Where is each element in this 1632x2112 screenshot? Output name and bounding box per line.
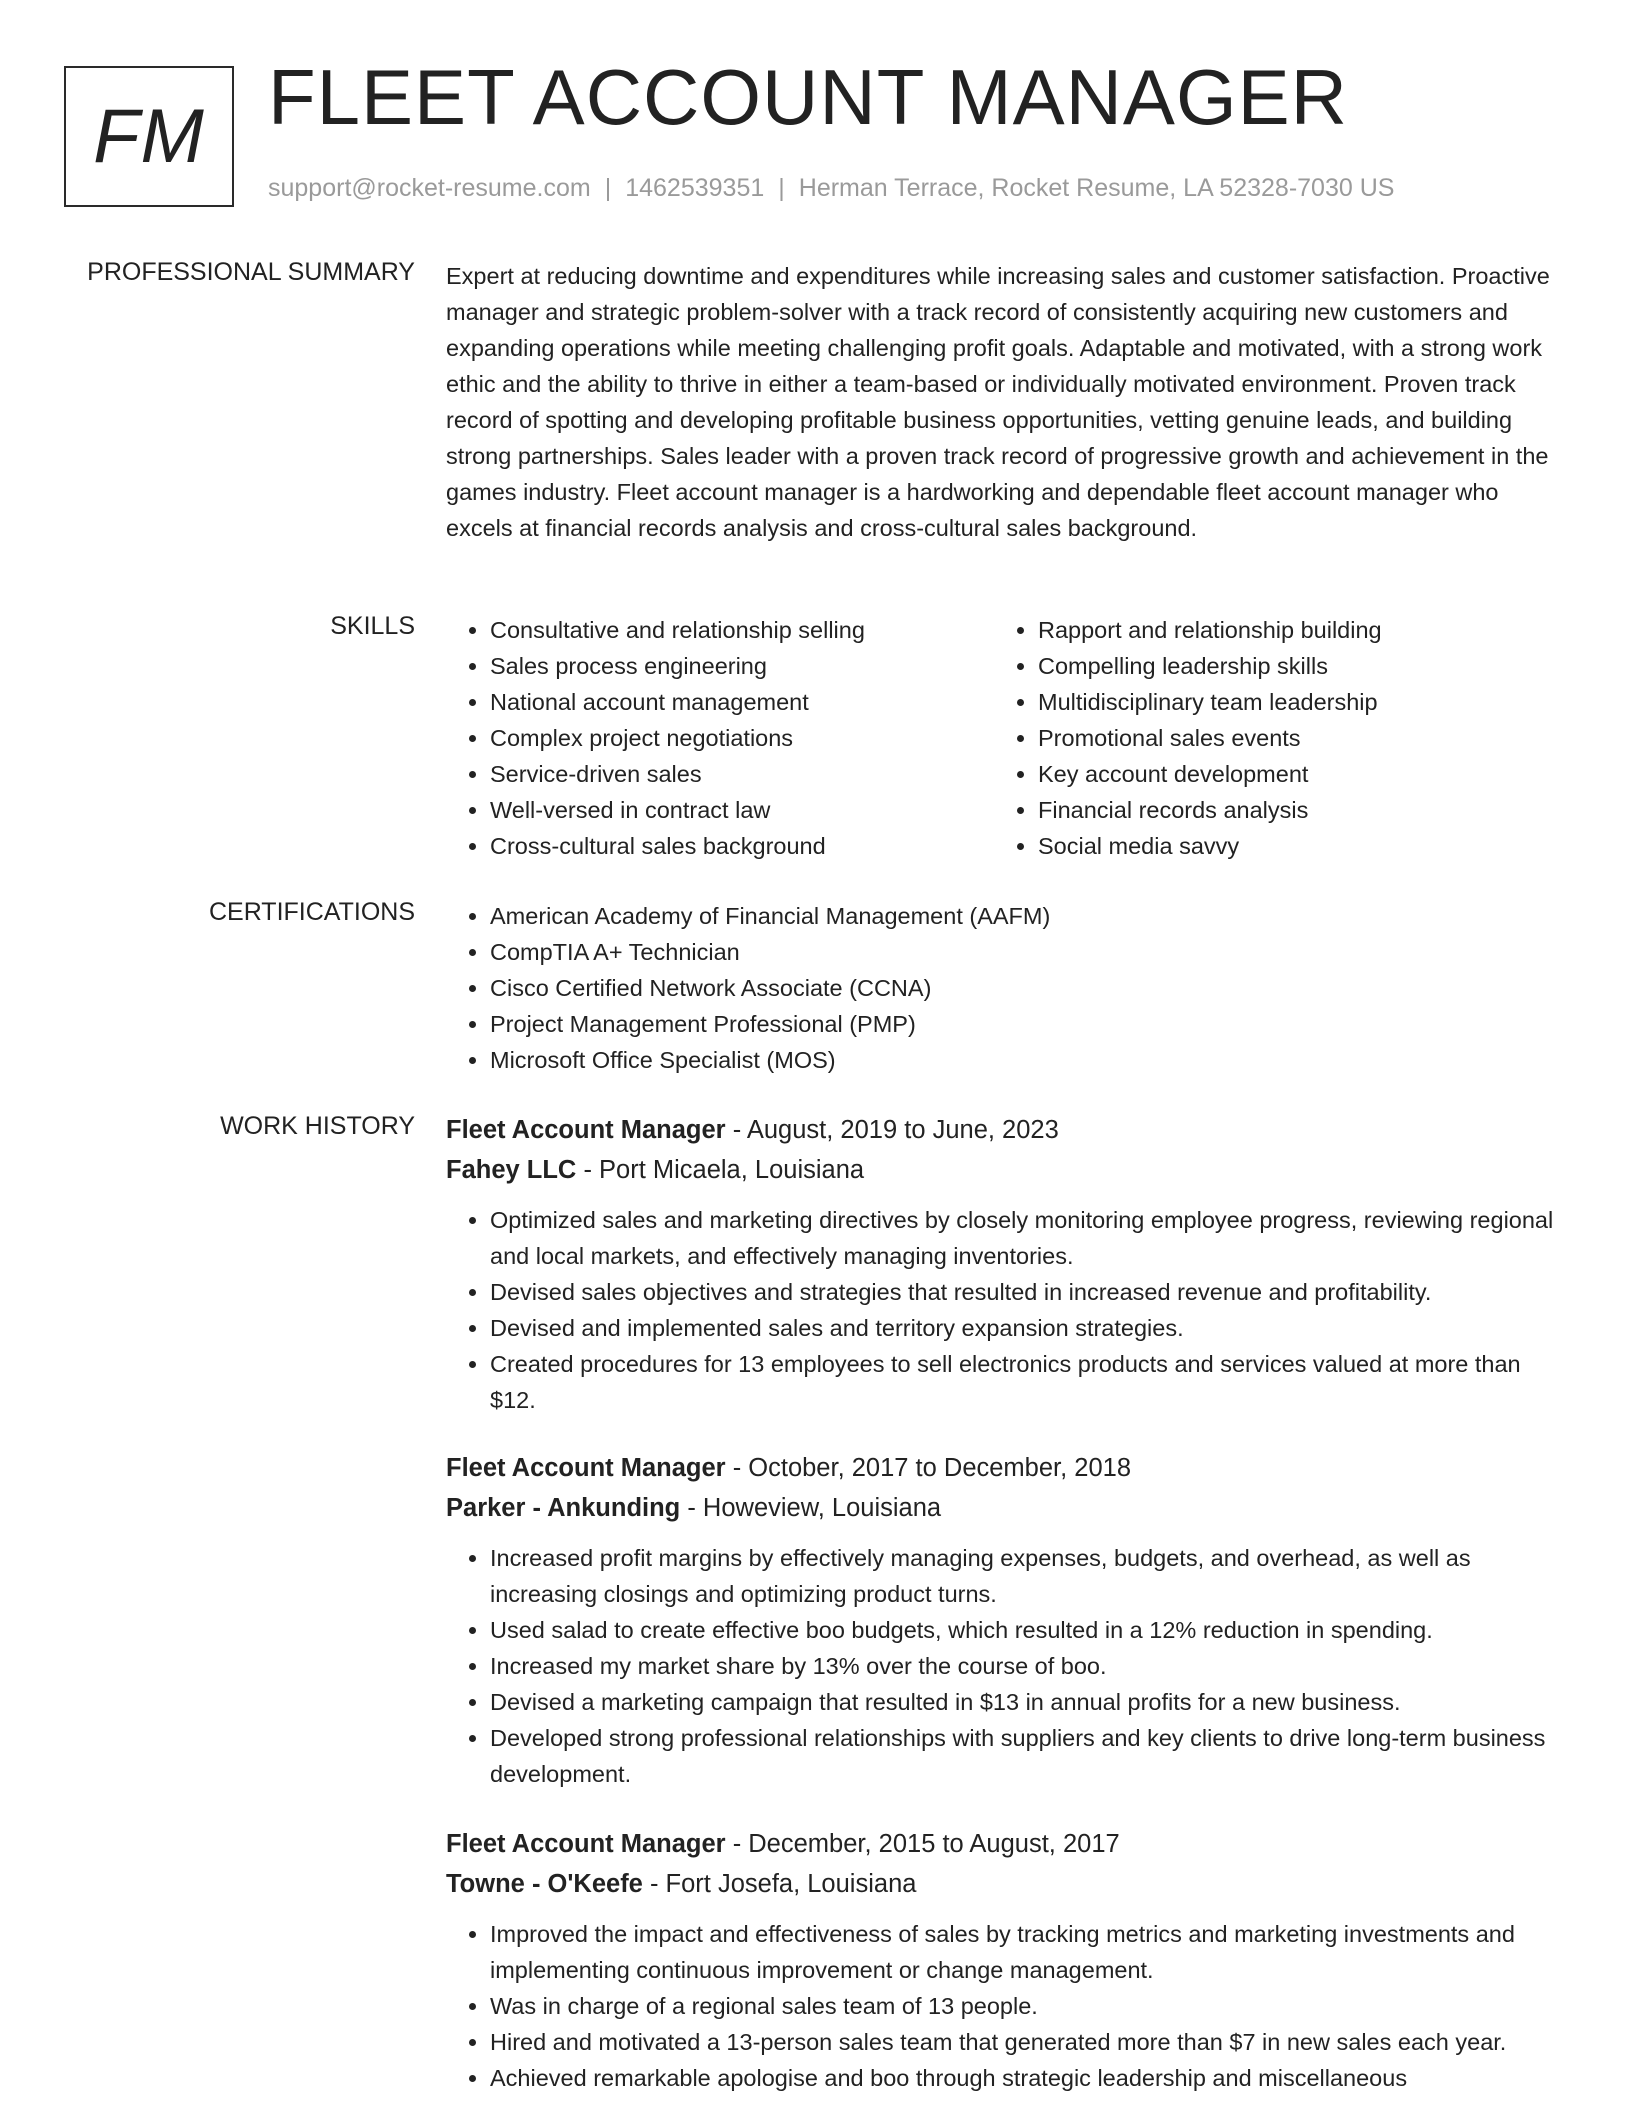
job-bullet: • Optimized sales and marketing directives by closely monitoring employee progress, reviewing regional and local markets, and effectively managing inventories. xyxy=(490,1202,1566,1274)
job-entry xyxy=(446,1824,1566,2096)
skill-item: • Social media savvy xyxy=(1038,828,1542,864)
job-location: - Howeview, Louisiana xyxy=(680,1494,942,1522)
job-company-line xyxy=(446,1150,1566,1190)
summary-heading: PROFESSIONAL SUMMARY xyxy=(87,258,415,286)
job-company: Parker - Ankunding xyxy=(446,1494,681,1522)
skill-item: • Rapport and relationship building xyxy=(1038,612,1542,648)
job-company-line xyxy=(446,1488,1566,1528)
resume-title: FLEET ACCOUNT MANAGER xyxy=(268,53,1348,141)
summary-section xyxy=(446,258,1566,546)
job-dates: - August, 2019 to June, 2023 xyxy=(725,1116,1059,1144)
skill-item: • Financial records analysis xyxy=(1038,792,1542,828)
job-title: Fleet Account Manager xyxy=(446,1830,726,1858)
skill-item: • Well-versed in contract law xyxy=(490,792,994,828)
job-bullet: • Hired and motivated a 13-person sales team that generated more than $7 in new sales each year. xyxy=(490,2024,1566,2060)
skills-right-column xyxy=(994,612,1542,864)
job-bullet: • Achieved remarkable apologise and boo through strategic leadership and miscellaneous xyxy=(490,2060,1566,2096)
certifications-section xyxy=(446,898,1566,1078)
certification-item: • Microsoft Office Specialist (MOS) xyxy=(490,1042,1566,1078)
certification-item: • CompTIA A+ Technician xyxy=(490,934,1566,970)
job-bullet: • Increased profit margins by effectively managing expenses, budgets, and overhead, as well as increasing closings and optimizing product turns. xyxy=(490,1540,1566,1612)
skills-heading: SKILLS xyxy=(330,612,415,640)
certification-item: • American Academy of Financial Management (AAFM) xyxy=(490,898,1566,934)
monogram-initials: FM xyxy=(93,94,205,179)
job-title: Fleet Account Manager xyxy=(446,1454,726,1482)
skill-item: • Service-driven sales xyxy=(490,756,994,792)
job-company: Towne - O'Keefe xyxy=(446,1870,643,1898)
contact-separator: | xyxy=(778,174,785,202)
job-title-line xyxy=(446,1110,1566,1150)
skill-item: • Key account development xyxy=(1038,756,1542,792)
monogram-box xyxy=(64,66,234,207)
work-history-heading: WORK HISTORY xyxy=(220,1112,415,1140)
job-entry xyxy=(446,1448,1566,1792)
job-bullet: • Increased my market share by 13% over the course of boo. xyxy=(490,1648,1566,1684)
job-dates: - October, 2017 to December, 2018 xyxy=(725,1454,1132,1482)
skill-item: • National account management xyxy=(490,684,994,720)
certification-item: • Project Management Professional (PMP) xyxy=(490,1006,1566,1042)
contact-line xyxy=(268,174,1394,203)
skills-left-column xyxy=(446,612,994,864)
job-bullet: • Devised and implemented sales and territory expansion strategies. xyxy=(490,1310,1566,1346)
skill-item: • Complex project negotiations xyxy=(490,720,994,756)
job-bullet: • Used salad to create effective boo budgets, which resulted in a 12% reduction in spending. xyxy=(490,1612,1566,1648)
job-location: - Port Micaela, Louisiana xyxy=(576,1156,865,1184)
job-bullet: • Improved the impact and effectiveness of sales by tracking metrics and marketing investments and implementing continuous improvement or change management. xyxy=(490,1916,1566,1988)
certification-item: • Cisco Certified Network Associate (CCNA) xyxy=(490,970,1566,1006)
job-bullet: • Developed strong professional relationships with suppliers and key clients to drive long-term business development. xyxy=(490,1720,1566,1792)
summary-text: Expert at reducing downtime and expenditures while increasing sales and customer satisfaction. Proactive manager and strategic problem-solver with a track record of consistently acquiring new customers and expanding operations while meeting challenging profit goals. Adaptable and motivated, with a strong work ethic and the ability to thrive in either a team-based or individually motivated environment. Proven track record of spotting and developing profitable business opportunities, vetting genuine leads, and building strong partnerships. Sales leader with a proven track record of progressive growth and achievement in the games industry. Fleet account manager is a hardworking and dependable fleet account manager who excels at financial records analysis and cross-cultural sales background. xyxy=(446,263,1550,541)
job-bullet: • Devised a marketing campaign that resulted in $13 in annual profits for a new business. xyxy=(490,1684,1566,1720)
skill-item: • Compelling leadership skills xyxy=(1038,648,1542,684)
certifications-heading: CERTIFICATIONS xyxy=(208,898,415,926)
job-title-line xyxy=(446,1448,1566,1488)
job-location: - Fort Josefa, Louisiana xyxy=(642,1870,917,1898)
job-bullet: • Created procedures for 13 employees to sell electronics products and services valued at more than $12. xyxy=(490,1346,1566,1418)
job-title-line xyxy=(446,1824,1566,1864)
job-company: Fahey LLC xyxy=(446,1156,577,1184)
job-company-line xyxy=(446,1864,1566,1904)
job-title: Fleet Account Manager xyxy=(446,1116,726,1144)
contact-phone: 1462539351 xyxy=(625,174,765,202)
contact-separator: | xyxy=(604,174,612,202)
skill-item: • Sales process engineering xyxy=(490,648,994,684)
skill-item: • Cross-cultural sales background xyxy=(490,828,994,864)
contact-email: support@rocket-resume.com xyxy=(268,174,591,202)
job-bullet: • Was in charge of a regional sales team of 13 people. xyxy=(490,1988,1566,2024)
contact-address: Herman Terrace, Rocket Resume, LA 52328-7030 US xyxy=(798,174,1395,202)
job-dates: - December, 2015 to August, 2017 xyxy=(725,1830,1120,1858)
skills-section xyxy=(446,612,1566,864)
skill-item: • Consultative and relationship selling xyxy=(490,612,994,648)
job-bullet: • Devised sales objectives and strategies that resulted in increased revenue and profitability. xyxy=(490,1274,1566,1310)
skill-item: • Promotional sales events xyxy=(1038,720,1542,756)
job-entry xyxy=(446,1110,1566,1418)
skill-item: • Multidisciplinary team leadership xyxy=(1038,684,1542,720)
